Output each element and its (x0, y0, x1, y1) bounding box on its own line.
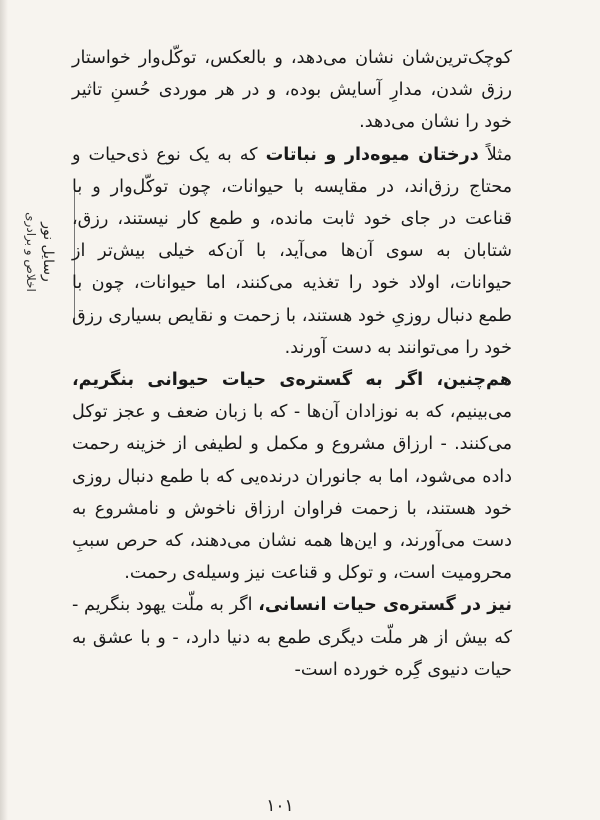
bold-text-segment: درختان میوه‌دار و نباتات (265, 144, 479, 165)
book-title: رسایل نور (40, 222, 56, 282)
text-segment: که به یک نوع ذی‌حیات و محتاج رزق‌اند، در مقایسه با حیوانات، چون توکّل‌وار و با قناعت در جای خود ثابت مانده، و طمع کار نیستند، رزق، شتابان به سوی آن‌ها می‌آید، با آن‌که خیلی بیش‌تر از حیوانات، اولاد خود را تغذیه می‌کنند، اما حیوانات، چون با طمع دنبال روزیِ خود هستند، با زحمت و نقایص بسیاری رزق خود را می‌توانند به دست آورند. (72, 144, 512, 358)
bold-text-segment: هم‌چنین، اگر به گستره‌ی حیات حیوانی بنگریم، (72, 370, 512, 391)
page-gutter-shadow (0, 0, 8, 820)
running-header (4, 182, 75, 322)
text-segment: کوچک‌ترین‌شان نشان می‌دهد، و بالعکس، توکّل‌وار خواستار رزق شدن، مدارِ آسایش بوده، و در هر موردی حُسنِ تاثیر خود را نشان می‌دهد. (72, 48, 512, 133)
paragraph (72, 589, 512, 686)
paragraph (72, 364, 512, 589)
text-segment: می‌بینیم، که به نوزادان آن‌ها - که با زبان ضعف و عجز توکل می‌کنند. - ارزاق مشروع و مکمل و لطیفی از خزینه رحمت داده می‌شود، اما به جانوران درنده‌یی که با طمع دنبال روزی خود هستند، با زحمت فراوان ارزاق ناخوش و نامشروع به دست می‌آورند، و این‌ها همه نشان می‌دهند، که حرص سببِ محرومیت است، و توکل و قناعت نیز وسیله‌ی رحمت. (72, 402, 512, 584)
section-title: اخلاص و برادری (24, 212, 38, 292)
text-segment: اگر به ملّت یهود بنگریم - که بیش از هر ملّت دیگری طمع به دنیا دارد، - و با عشق به حیات دنیوی گِره خورده است- (72, 595, 512, 680)
running-header-text (22, 212, 56, 292)
text-segment: مثلاً (478, 144, 512, 165)
page-number: ۱۰۱ (266, 796, 294, 816)
body-text (72, 42, 512, 686)
paragraph (72, 42, 512, 139)
paragraph (72, 139, 512, 364)
bold-text-segment: نیز در گستره‌ی حیات انسانی، (258, 595, 512, 616)
